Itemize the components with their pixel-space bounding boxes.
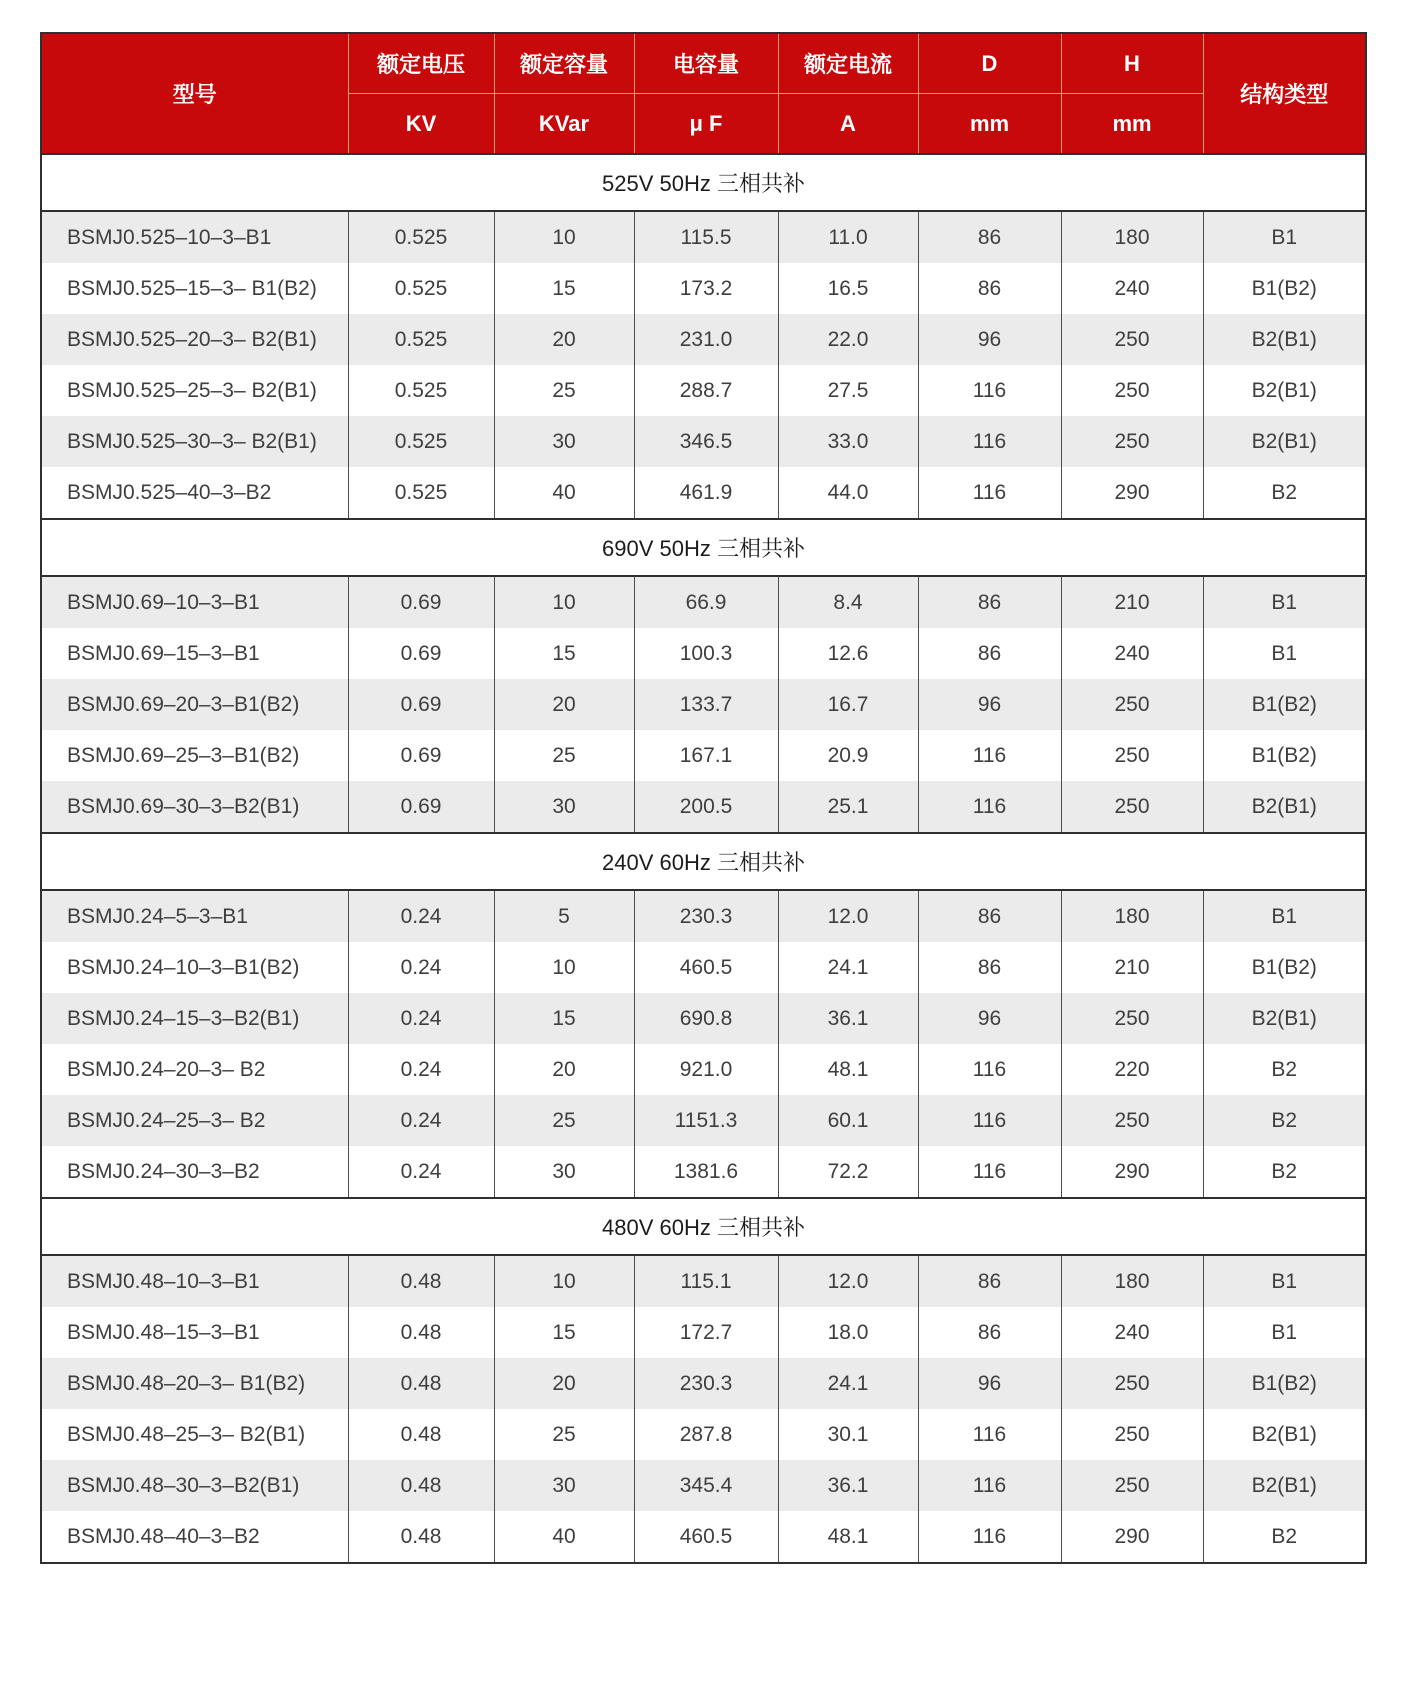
rated-voltage-cell: 0.24 (348, 942, 494, 993)
height-cell: 240 (1061, 263, 1203, 314)
section-header-row (41, 833, 1366, 890)
col-header-diameter: D (918, 33, 1061, 94)
model-cell: BSMJ0.24–5–3–B1 (41, 890, 348, 942)
capacitance-cell: 288.7 (634, 365, 778, 416)
col-header-rated-capacity: 额定容量 (494, 33, 634, 94)
model-cell: BSMJ0.69–10–3–B1 (41, 576, 348, 628)
section-header-row (41, 519, 1366, 576)
col-header-capacitance: 电容量 (634, 33, 778, 94)
diameter-cell: 116 (918, 416, 1061, 467)
table-row (41, 1511, 1366, 1563)
diameter-cell: 86 (918, 1255, 1061, 1307)
rated-capacity-cell: 15 (494, 993, 634, 1044)
table-row (41, 1255, 1366, 1307)
model-cell: BSMJ0.48–20–3– B1(B2) (41, 1358, 348, 1409)
col-header-rated-voltage: 额定电压 (348, 33, 494, 94)
diameter-cell: 96 (918, 679, 1061, 730)
rated-voltage-cell: 0.525 (348, 211, 494, 263)
model-cell: BSMJ0.525–25–3– B2(B1) (41, 365, 348, 416)
structure-type-cell: B1 (1203, 890, 1366, 942)
height-cell: 250 (1061, 730, 1203, 781)
rated-capacity-cell: 25 (494, 1095, 634, 1146)
diameter-cell: 116 (918, 1460, 1061, 1511)
structure-type-cell: B2(B1) (1203, 993, 1366, 1044)
capacitance-cell: 133.7 (634, 679, 778, 730)
rated-current-cell: 24.1 (778, 942, 918, 993)
model-cell: BSMJ0.48–10–3–B1 (41, 1255, 348, 1307)
diameter-cell: 86 (918, 890, 1061, 942)
col-header-model: 型号 (41, 33, 348, 154)
table-row (41, 1095, 1366, 1146)
height-cell: 180 (1061, 1255, 1203, 1307)
rated-current-cell: 18.0 (778, 1307, 918, 1358)
rated-capacity-cell: 20 (494, 679, 634, 730)
table-row (41, 993, 1366, 1044)
structure-type-cell: B1 (1203, 628, 1366, 679)
table-row (41, 1146, 1366, 1198)
height-cell: 240 (1061, 1307, 1203, 1358)
diameter-cell: 86 (918, 942, 1061, 993)
rated-voltage-cell: 0.525 (348, 365, 494, 416)
table-row (41, 781, 1366, 833)
rated-capacity-cell: 25 (494, 1409, 634, 1460)
rated-current-cell: 24.1 (778, 1358, 918, 1409)
model-cell: BSMJ0.69–20–3–B1(B2) (41, 679, 348, 730)
table-row (41, 416, 1366, 467)
height-cell: 210 (1061, 576, 1203, 628)
rated-voltage-cell: 0.525 (348, 467, 494, 519)
diameter-cell: 116 (918, 1095, 1061, 1146)
rated-capacity-cell: 40 (494, 1511, 634, 1563)
structure-type-cell: B1(B2) (1203, 679, 1366, 730)
capacitance-cell: 230.3 (634, 890, 778, 942)
section-header-label: 525V 50Hz 三相共补 (41, 154, 1366, 211)
capacitance-cell: 173.2 (634, 263, 778, 314)
rated-voltage-cell: 0.69 (348, 781, 494, 833)
section-0 (41, 154, 1366, 519)
rated-capacity-cell: 15 (494, 1307, 634, 1358)
height-cell: 250 (1061, 781, 1203, 833)
rated-current-cell: 25.1 (778, 781, 918, 833)
rated-current-cell: 36.1 (778, 1460, 918, 1511)
diameter-cell: 96 (918, 993, 1061, 1044)
rated-current-cell: 12.0 (778, 890, 918, 942)
capacitance-cell: 115.5 (634, 211, 778, 263)
height-cell: 250 (1061, 365, 1203, 416)
rated-voltage-cell: 0.24 (348, 1044, 494, 1095)
height-cell: 290 (1061, 1511, 1203, 1563)
rated-voltage-cell: 0.24 (348, 1095, 494, 1146)
model-cell: BSMJ0.24–20–3– B2 (41, 1044, 348, 1095)
rated-current-cell: 27.5 (778, 365, 918, 416)
diameter-cell: 116 (918, 365, 1061, 416)
rated-voltage-cell: 0.69 (348, 730, 494, 781)
structure-type-cell: B1 (1203, 576, 1366, 628)
structure-type-cell: B1 (1203, 211, 1366, 263)
model-cell: BSMJ0.525–10–3–B1 (41, 211, 348, 263)
rated-current-cell: 44.0 (778, 467, 918, 519)
diameter-cell: 116 (918, 730, 1061, 781)
rated-current-cell: 30.1 (778, 1409, 918, 1460)
diameter-cell: 86 (918, 263, 1061, 314)
structure-type-cell: B1(B2) (1203, 1358, 1366, 1409)
table-row (41, 211, 1366, 263)
capacitance-cell: 460.5 (634, 1511, 778, 1563)
rated-voltage-cell: 0.24 (348, 890, 494, 942)
structure-type-cell: B2(B1) (1203, 781, 1366, 833)
structure-type-cell: B2 (1203, 1044, 1366, 1095)
table-row (41, 1307, 1366, 1358)
table-row (41, 314, 1366, 365)
diameter-cell: 86 (918, 211, 1061, 263)
rated-voltage-cell: 0.48 (348, 1255, 494, 1307)
col-header-structure-type: 结构类型 (1203, 33, 1366, 154)
rated-capacity-cell: 25 (494, 730, 634, 781)
rated-capacity-cell: 5 (494, 890, 634, 942)
model-cell: BSMJ0.48–25–3– B2(B1) (41, 1409, 348, 1460)
rated-capacity-cell: 20 (494, 314, 634, 365)
model-cell: BSMJ0.525–30–3– B2(B1) (41, 416, 348, 467)
capacitor-spec-table (40, 32, 1367, 1564)
height-cell: 250 (1061, 679, 1203, 730)
capacitance-cell: 346.5 (634, 416, 778, 467)
rated-capacity-cell: 30 (494, 1460, 634, 1511)
table-row (41, 1358, 1366, 1409)
diameter-cell: 96 (918, 1358, 1061, 1409)
height-cell: 220 (1061, 1044, 1203, 1095)
unit-mm-h: mm (1061, 94, 1203, 155)
rated-voltage-cell: 0.69 (348, 628, 494, 679)
rated-capacity-cell: 30 (494, 1146, 634, 1198)
rated-capacity-cell: 10 (494, 211, 634, 263)
rated-current-cell: 22.0 (778, 314, 918, 365)
capacitance-cell: 172.7 (634, 1307, 778, 1358)
height-cell: 250 (1061, 314, 1203, 365)
model-cell: BSMJ0.24–10–3–B1(B2) (41, 942, 348, 993)
model-cell: BSMJ0.525–15–3– B1(B2) (41, 263, 348, 314)
diameter-cell: 86 (918, 576, 1061, 628)
rated-capacity-cell: 10 (494, 942, 634, 993)
capacitance-cell: 460.5 (634, 942, 778, 993)
table-row (41, 628, 1366, 679)
rated-current-cell: 60.1 (778, 1095, 918, 1146)
height-cell: 240 (1061, 628, 1203, 679)
rated-voltage-cell: 0.48 (348, 1409, 494, 1460)
rated-voltage-cell: 0.48 (348, 1307, 494, 1358)
capacitance-cell: 115.1 (634, 1255, 778, 1307)
rated-current-cell: 16.7 (778, 679, 918, 730)
structure-type-cell: B2(B1) (1203, 1409, 1366, 1460)
model-cell: BSMJ0.525–20–3– B2(B1) (41, 314, 348, 365)
model-cell: BSMJ0.69–15–3–B1 (41, 628, 348, 679)
structure-type-cell: B2 (1203, 467, 1366, 519)
rated-voltage-cell: 0.525 (348, 416, 494, 467)
rated-voltage-cell: 0.525 (348, 263, 494, 314)
rated-current-cell: 11.0 (778, 211, 918, 263)
structure-type-cell: B1(B2) (1203, 730, 1366, 781)
rated-current-cell: 12.0 (778, 1255, 918, 1307)
section-header-label: 240V 60Hz 三相共补 (41, 833, 1366, 890)
structure-type-cell: B2(B1) (1203, 365, 1366, 416)
table-row (41, 1409, 1366, 1460)
capacitance-cell: 921.0 (634, 1044, 778, 1095)
rated-capacity-cell: 15 (494, 628, 634, 679)
diameter-cell: 116 (918, 781, 1061, 833)
table-row (41, 576, 1366, 628)
structure-type-cell: B2(B1) (1203, 1460, 1366, 1511)
model-cell: BSMJ0.69–30–3–B2(B1) (41, 781, 348, 833)
col-header-rated-current: 额定电流 (778, 33, 918, 94)
rated-capacity-cell: 30 (494, 781, 634, 833)
diameter-cell: 96 (918, 314, 1061, 365)
model-cell: BSMJ0.69–25–3–B1(B2) (41, 730, 348, 781)
unit-mm-d: mm (918, 94, 1061, 155)
diameter-cell: 116 (918, 1409, 1061, 1460)
height-cell: 250 (1061, 416, 1203, 467)
height-cell: 250 (1061, 1095, 1203, 1146)
capacitance-cell: 1151.3 (634, 1095, 778, 1146)
height-cell: 250 (1061, 1460, 1203, 1511)
model-cell: BSMJ0.48–40–3–B2 (41, 1511, 348, 1563)
rated-voltage-cell: 0.24 (348, 1146, 494, 1198)
rated-capacity-cell: 25 (494, 365, 634, 416)
rated-voltage-cell: 0.525 (348, 314, 494, 365)
capacitance-cell: 100.3 (634, 628, 778, 679)
unit-kv: KV (348, 94, 494, 155)
table-header (41, 33, 1366, 154)
capacitance-cell: 167.1 (634, 730, 778, 781)
rated-voltage-cell: 0.48 (348, 1460, 494, 1511)
diameter-cell: 116 (918, 1146, 1061, 1198)
structure-type-cell: B2 (1203, 1511, 1366, 1563)
diameter-cell: 116 (918, 1511, 1061, 1563)
height-cell: 290 (1061, 1146, 1203, 1198)
rated-voltage-cell: 0.24 (348, 993, 494, 1044)
rated-capacity-cell: 20 (494, 1044, 634, 1095)
structure-type-cell: B1(B2) (1203, 263, 1366, 314)
structure-type-cell: B2 (1203, 1095, 1366, 1146)
section-1 (41, 519, 1366, 833)
model-cell: BSMJ0.48–15–3–B1 (41, 1307, 348, 1358)
table-row (41, 263, 1366, 314)
table-row (41, 365, 1366, 416)
structure-type-cell: B2 (1203, 1146, 1366, 1198)
diameter-cell: 116 (918, 467, 1061, 519)
col-header-height: H (1061, 33, 1203, 94)
rated-current-cell: 36.1 (778, 993, 918, 1044)
model-cell: BSMJ0.24–25–3– B2 (41, 1095, 348, 1146)
rated-capacity-cell: 40 (494, 467, 634, 519)
rated-voltage-cell: 0.48 (348, 1511, 494, 1563)
capacitance-cell: 690.8 (634, 993, 778, 1044)
height-cell: 250 (1061, 993, 1203, 1044)
section-header-row (41, 1198, 1366, 1255)
structure-type-cell: B1 (1203, 1307, 1366, 1358)
section-3 (41, 1198, 1366, 1563)
structure-type-cell: B1(B2) (1203, 942, 1366, 993)
rated-current-cell: 48.1 (778, 1044, 918, 1095)
model-cell: BSMJ0.525–40–3–B2 (41, 467, 348, 519)
capacitance-cell: 287.8 (634, 1409, 778, 1460)
rated-capacity-cell: 15 (494, 263, 634, 314)
rated-current-cell: 16.5 (778, 263, 918, 314)
table-row (41, 467, 1366, 519)
section-header-row (41, 154, 1366, 211)
diameter-cell: 116 (918, 1044, 1061, 1095)
capacitance-cell: 461.9 (634, 467, 778, 519)
height-cell: 250 (1061, 1409, 1203, 1460)
height-cell: 250 (1061, 1358, 1203, 1409)
capacitance-cell: 66.9 (634, 576, 778, 628)
rated-voltage-cell: 0.69 (348, 679, 494, 730)
capacitance-cell: 231.0 (634, 314, 778, 365)
table-row (41, 1460, 1366, 1511)
rated-current-cell: 8.4 (778, 576, 918, 628)
rated-voltage-cell: 0.48 (348, 1358, 494, 1409)
structure-type-cell: B2(B1) (1203, 416, 1366, 467)
diameter-cell: 86 (918, 1307, 1061, 1358)
capacitance-cell: 1381.6 (634, 1146, 778, 1198)
section-2 (41, 833, 1366, 1198)
table-row (41, 890, 1366, 942)
table-row (41, 679, 1366, 730)
table-row (41, 730, 1366, 781)
rated-capacity-cell: 10 (494, 576, 634, 628)
model-cell: BSMJ0.24–15–3–B2(B1) (41, 993, 348, 1044)
rated-current-cell: 48.1 (778, 1511, 918, 1563)
unit-uf: μ F (634, 94, 778, 155)
unit-kvar: KVar (494, 94, 634, 155)
rated-capacity-cell: 20 (494, 1358, 634, 1409)
capacitance-cell: 230.3 (634, 1358, 778, 1409)
rated-current-cell: 20.9 (778, 730, 918, 781)
model-cell: BSMJ0.48–30–3–B2(B1) (41, 1460, 348, 1511)
diameter-cell: 86 (918, 628, 1061, 679)
section-header-label: 690V 50Hz 三相共补 (41, 519, 1366, 576)
table-row (41, 942, 1366, 993)
rated-capacity-cell: 10 (494, 1255, 634, 1307)
height-cell: 180 (1061, 890, 1203, 942)
capacitance-cell: 345.4 (634, 1460, 778, 1511)
model-cell: BSMJ0.24–30–3–B2 (41, 1146, 348, 1198)
rated-current-cell: 12.6 (778, 628, 918, 679)
capacitance-cell: 200.5 (634, 781, 778, 833)
structure-type-cell: B2(B1) (1203, 314, 1366, 365)
structure-type-cell: B1 (1203, 1255, 1366, 1307)
unit-a: A (778, 94, 918, 155)
rated-current-cell: 72.2 (778, 1146, 918, 1198)
height-cell: 210 (1061, 942, 1203, 993)
height-cell: 180 (1061, 211, 1203, 263)
height-cell: 290 (1061, 467, 1203, 519)
header-row-titles (41, 33, 1366, 94)
table-row (41, 1044, 1366, 1095)
rated-voltage-cell: 0.69 (348, 576, 494, 628)
section-header-label: 480V 60Hz 三相共补 (41, 1198, 1366, 1255)
rated-capacity-cell: 30 (494, 416, 634, 467)
rated-current-cell: 33.0 (778, 416, 918, 467)
